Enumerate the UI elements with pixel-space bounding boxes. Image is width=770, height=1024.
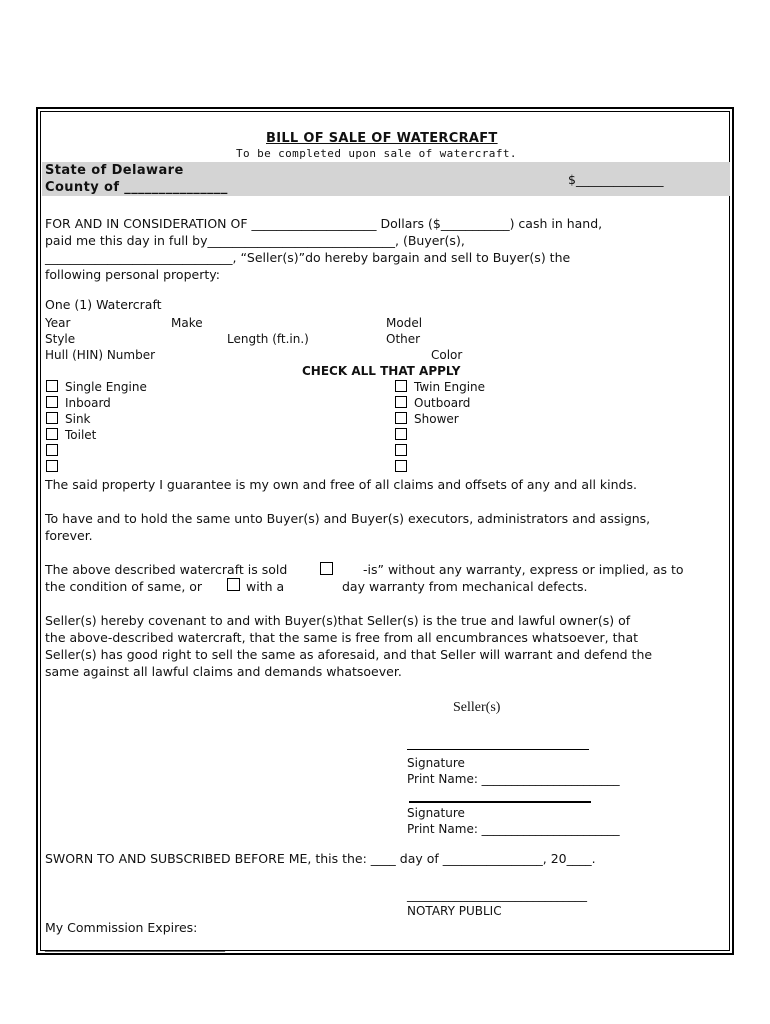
commission-expires-label: My Commission Expires: — [45, 920, 198, 935]
checkbox-with-warranty[interactable] — [227, 578, 240, 591]
signature-label-2: Signature — [407, 806, 465, 820]
year-field[interactable]: Year — [45, 316, 71, 330]
warranty-text-2a: the condition of same, or — [45, 579, 203, 594]
option-label: Sink — [65, 412, 91, 426]
color-field[interactable]: Color — [431, 348, 463, 362]
option-label: Toilet — [65, 428, 97, 442]
amount-field[interactable]: $______________ — [568, 172, 664, 187]
signature-line-2[interactable] — [409, 801, 591, 803]
warranty-text-1b: -is” without any warranty, express or implied, as to — [363, 562, 684, 577]
hull-number-field[interactable]: Hull (HIN) Number — [45, 348, 156, 362]
checkbox-blank-right-2[interactable] — [395, 444, 407, 456]
checkbox-inboard[interactable] — [46, 396, 58, 408]
sworn-statement: SWORN TO AND SUBSCRIBED BEFORE ME, this the: ____ day of ________________, 20____. — [45, 851, 596, 866]
checkbox-sink[interactable] — [46, 412, 58, 424]
checkbox-outboard[interactable] — [395, 396, 407, 408]
checkbox-shower[interactable] — [395, 412, 407, 424]
print-name-field-1[interactable]: Print Name: _______________________ — [407, 772, 620, 786]
checkbox-blank-right-3[interactable] — [395, 460, 407, 472]
option-label: Shower — [414, 412, 459, 426]
covenant-line-1: Seller(s) hereby covenant to and with Buyer(s)that Seller(s) is the true and lawful owner(s) of — [45, 613, 631, 628]
option-label: Outboard — [414, 396, 471, 410]
checkbox-toilet[interactable] — [46, 428, 58, 440]
county-field[interactable]: County of _______________ — [45, 180, 228, 195]
warranty-text-1a: The above described watercraft is sold — [45, 562, 288, 577]
consideration-line-1: FOR AND IN CONSIDERATION OF ____________________ Dollars ($___________) cash in hand, — [45, 216, 603, 231]
other-field[interactable]: Other — [386, 332, 421, 346]
signature-line-1[interactable] — [407, 749, 589, 750]
sellers-label: Seller(s) — [453, 700, 501, 715]
document-title: BILL OF SALE OF WATERCRAFT — [266, 131, 498, 146]
consideration-line-4: following personal property: — [45, 267, 220, 282]
length-field[interactable]: Length (ft.in.) — [227, 332, 309, 346]
option-label: Twin Engine — [414, 380, 486, 394]
style-field[interactable]: Style — [45, 332, 76, 346]
check-all-heading: CHECK ALL THAT APPLY — [302, 364, 461, 378]
checkbox-blank-right-1[interactable] — [395, 428, 407, 440]
covenant-line-3: Seller(s) has good right to sell the same as aforesaid, and that Seller will warrant and defend the — [45, 647, 653, 662]
checkbox-blank-left-2[interactable] — [46, 460, 58, 472]
warranty-text-2c: day warranty from mechanical defects. — [342, 579, 588, 594]
signature-label-1: Signature — [407, 756, 465, 770]
watercraft-heading: One (1) Watercraft — [45, 297, 162, 312]
consideration-line-3: ______________________________, “Seller(s)”do hereby bargain and sell to Buyer(s) the — [45, 250, 571, 265]
document-subtitle: To be completed upon sale of watercraft. — [236, 147, 517, 160]
checkbox-blank-left-1[interactable] — [46, 444, 58, 456]
notary-public-label: NOTARY PUBLIC — [407, 904, 502, 918]
option-label: Inboard — [65, 396, 111, 410]
guarantee-clause: The said property I guarantee is my own and free of all claims and offsets of any and all kinds. — [45, 477, 637, 492]
covenant-line-2: the above-described watercraft, that the same is free from all encumbrances whatsoever, that — [45, 630, 639, 645]
model-field[interactable]: Model — [386, 316, 423, 330]
notary-signature-line[interactable]: ______________________________ — [407, 888, 587, 902]
have-hold-line-2: forever. — [45, 528, 93, 543]
consideration-line-2: paid me this day in full by______________________________, (Buyer(s), — [45, 233, 465, 248]
option-label: Single Engine — [65, 380, 147, 394]
checkbox-as-is[interactable] — [320, 562, 333, 575]
have-hold-line-1: To have and to hold the same unto Buyer(s) and Buyer(s) executors, administrators and assigns, — [45, 511, 651, 526]
commission-expires-field[interactable]: ______________________________ — [45, 938, 225, 952]
checkbox-twin-engine[interactable] — [395, 380, 407, 392]
covenant-line-4: same against all lawful claims and demands whatsoever. — [45, 664, 402, 679]
make-field[interactable]: Make — [171, 316, 203, 330]
state-label: State of Delaware — [45, 163, 184, 178]
print-name-field-2[interactable]: Print Name: _______________________ — [407, 822, 620, 836]
warranty-text-2b: with a — [246, 579, 285, 594]
checkbox-single-engine[interactable] — [46, 380, 58, 392]
